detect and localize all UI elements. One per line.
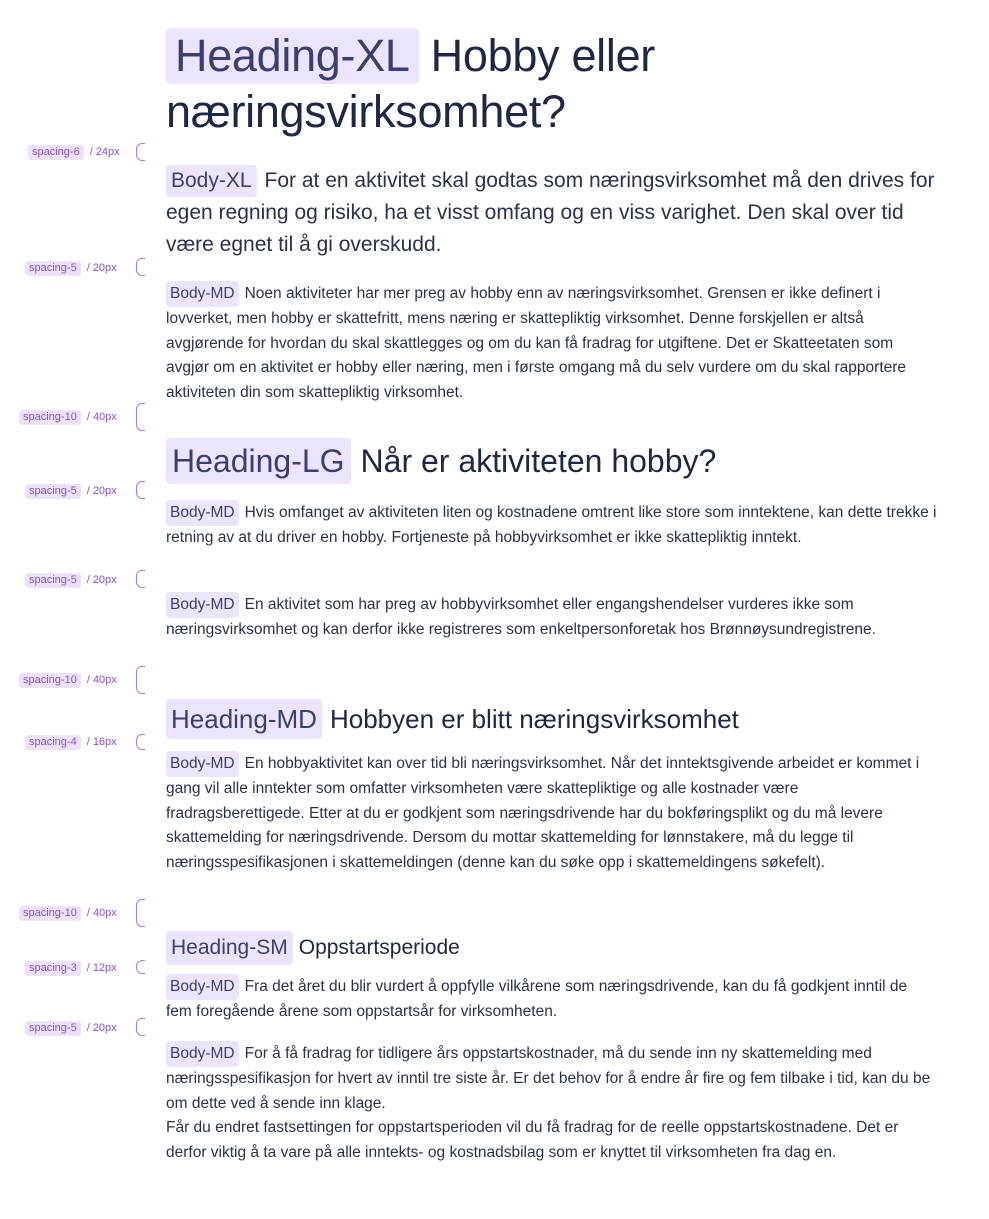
spacing-bracket xyxy=(136,899,145,927)
body-md-sample xyxy=(166,281,936,405)
style-tag: Body-MD xyxy=(166,500,239,526)
body-md-sample xyxy=(166,1041,936,1165)
spacing-bracket xyxy=(136,666,145,694)
spacing-annotation xyxy=(19,407,117,427)
spacing-token: spacing-5 xyxy=(25,573,81,588)
style-tag: Body-MD xyxy=(166,751,239,777)
spacing-value: / 12px xyxy=(86,962,117,974)
heading-md-text: Hobbyen er blitt næringsvirksomhet xyxy=(329,704,739,734)
body-md-text: En aktivitet som har preg av hobbyvirksomhet eller engangshendelser vurderes ikke som næringsvirksomhet og kan derfor ikke registreres som enkeltpersonforetak hos Brønnøysundregistrene. xyxy=(166,596,876,639)
body-md-text: Noen aktiviteter har mer preg av hobby enn av næringsvirksomhet. Grensen er ikke definert i lovverket, men hobby er skattefritt, mens næring er skattepliktig virksomhet. Denne forskjellen er altså avgjørende for hvordan du skal skattlegges og om du kan få fradrag for utgiftene. Det er Skatteetaten som avgjør om en aktivitet er hobby eller næring, men i første omgang må du selv vurdere om du skal rapportere aktiviteten din som skattepliktig virksomhet. xyxy=(166,285,907,401)
spacing-annotation xyxy=(25,1018,117,1038)
heading-sm-sample xyxy=(166,931,946,965)
spacing-bracket xyxy=(136,1018,145,1036)
spacing-value: / 20px xyxy=(86,262,117,274)
body-md-text: For å få fradrag for tidligere års oppstartskostnader, må du sende inn ny skattemelding med næringsspesifikasjon for hvert av inntil tre siste år. Er det behov for å endre år fire og fem tilbake i tid, kan du be om dette ved å sende inn klage. xyxy=(166,1045,931,1112)
style-tag: Body-MD xyxy=(166,1041,239,1067)
body-md-text: En hobbyaktivitet kan over tid bli næringsvirksomhet. Når det inntektsgivende arbeidet er kommet i gang vil alle inntekter som omfatter virksomheten være skattepliktige og alle kostnader være fradragsberettigede. Etter at du er godkjent som næringsdrivende har du bokføringsplikt og du må levere skattemelding for næringsdrivende. Dersom du mottar skattemelding for lønnstakere, må du legge til næringsspesifikasjonen i skattemeldingen (denne kan du søke opp i skattemeldingens søkefelt). xyxy=(166,755,920,871)
spacing-token: spacing-5 xyxy=(25,261,81,276)
body-md-sample xyxy=(166,500,941,551)
spacing-value: / 40px xyxy=(86,907,117,919)
body-xl-sample xyxy=(166,165,936,261)
spacing-value: / 20px xyxy=(86,485,117,497)
spacing-value: / 20px xyxy=(86,574,117,586)
body-md-sample xyxy=(166,974,936,1025)
spacing-value: / 24px xyxy=(89,146,120,158)
spacing-token: spacing-6 xyxy=(28,145,84,160)
style-tag: Heading-LG xyxy=(166,438,351,484)
heading-sm-text: Oppstartsperiode xyxy=(298,936,460,959)
spacing-annotation xyxy=(28,142,120,162)
style-tag: Heading-SM xyxy=(166,931,293,965)
spacing-annotation xyxy=(25,258,117,278)
body-md-sample xyxy=(166,751,936,875)
heading-lg-sample xyxy=(166,438,946,484)
body-md-sample xyxy=(166,592,936,643)
spacing-token: spacing-5 xyxy=(25,484,81,499)
style-tag: Heading-XL xyxy=(166,28,419,84)
spacing-token: spacing-5 xyxy=(25,1021,81,1036)
heading-xl-text: Hobby eller næringsvirksomhet? xyxy=(166,30,655,137)
spacing-annotation xyxy=(25,570,117,590)
spacing-bracket xyxy=(136,734,145,750)
spacing-token: spacing-4 xyxy=(25,735,81,750)
spacing-annotation xyxy=(19,903,117,923)
heading-xl-sample xyxy=(166,28,946,140)
spacing-bracket xyxy=(136,258,145,276)
heading-md-sample xyxy=(166,699,946,739)
spacing-annotation xyxy=(19,670,117,690)
spacing-token: spacing-3 xyxy=(25,961,81,976)
spacing-token: spacing-10 xyxy=(19,673,81,688)
spacing-value: / 40px xyxy=(86,411,117,423)
style-tag: Body-MD xyxy=(166,281,239,307)
body-md-text-continued: Får du endret fastsettingen for oppstartsperioden vil du få fradrag for de reelle oppstartskostnadene. Det er derfor viktig å ta vare på alle inntekts- og kostnadsbilag som er knyttet til virksomheten fra dag en. xyxy=(166,1119,899,1161)
style-tag: Body-MD xyxy=(166,592,239,618)
spacing-value: / 16px xyxy=(86,736,117,748)
spacing-bracket xyxy=(136,403,145,431)
spacing-value: / 40px xyxy=(86,674,117,686)
spacing-token: spacing-10 xyxy=(19,410,81,425)
body-md-text: Fra det året du blir vurdert å oppfylle vilkårene som næringsdrivende, kan du få godkjent inntil de fem foregående årene som oppstartsår for virksomheten. xyxy=(166,978,908,1021)
style-tag: Heading-MD xyxy=(166,699,322,739)
body-xl-text: For at en aktivitet skal godtas som næringsvirksomhet må den drives for egen regning og risiko, ha et visst omfang og en viss varighet. Den skal over tid være egnet til å gi overskudd. xyxy=(166,169,935,256)
spacing-bracket xyxy=(136,570,145,588)
body-md-text: Hvis omfanget av aktiviteten liten og kostnadene omtrent like store som inntektene, kan dette trekke i retning av at du driver en hobby. Fortjeneste på hobbyvirksomhet er ikke skattepliktig inntekt. xyxy=(166,504,937,547)
spacing-value: / 20px xyxy=(86,1022,117,1034)
style-tag: Body-MD xyxy=(166,974,239,1000)
spacing-annotation xyxy=(25,481,117,501)
spacing-annotation xyxy=(25,958,117,978)
spacing-bracket xyxy=(136,143,145,161)
spacing-annotation xyxy=(25,732,117,752)
style-tag: Body-XL xyxy=(166,165,257,197)
spacing-bracket xyxy=(136,481,145,499)
spacing-bracket xyxy=(136,960,145,974)
heading-lg-text: Når er aktiviteten hobby? xyxy=(360,443,717,479)
spacing-token: spacing-10 xyxy=(19,906,81,921)
